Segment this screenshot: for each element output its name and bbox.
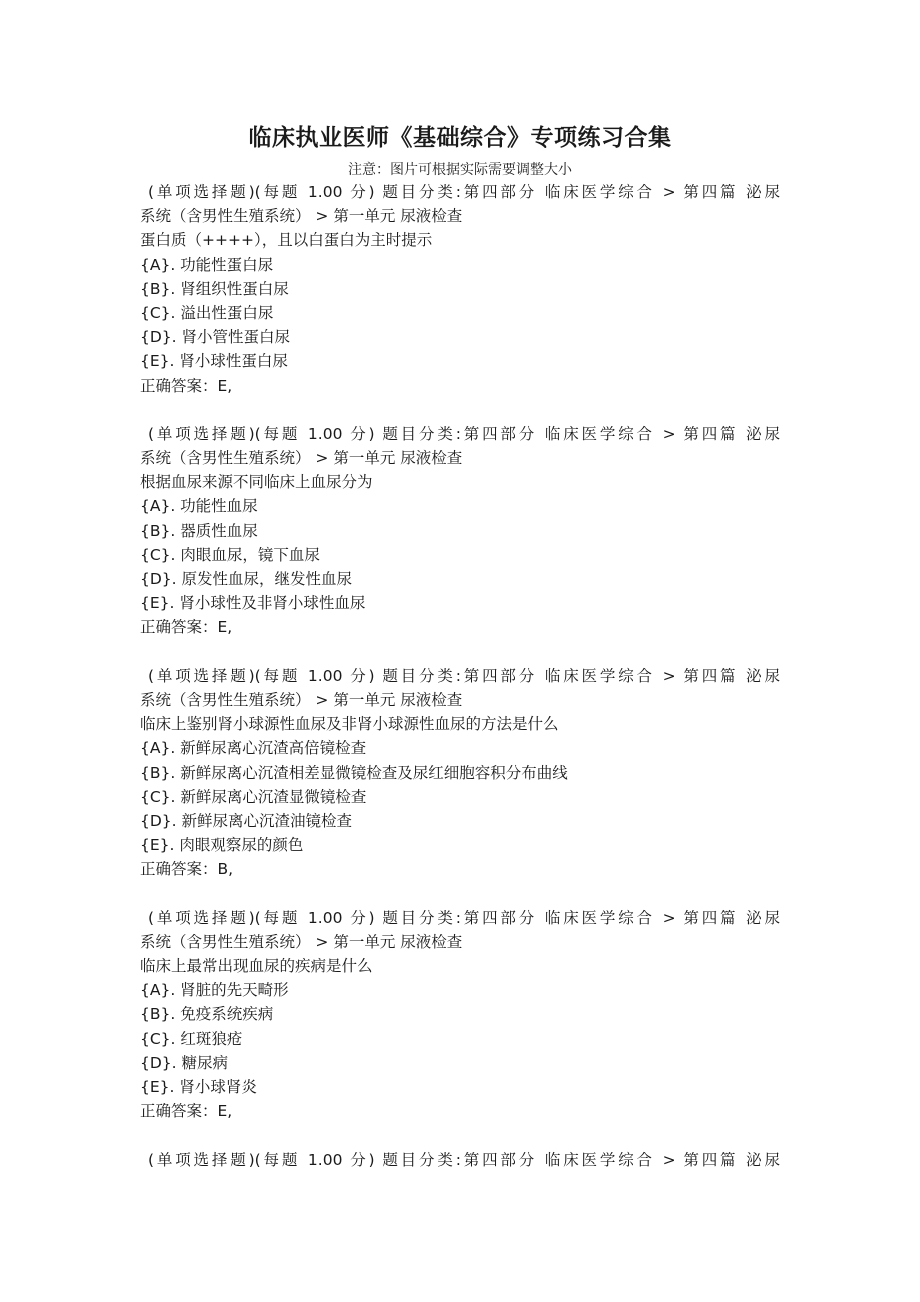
option-a: {A}. 肾脏的先天畸形 xyxy=(140,981,289,1000)
option-c: {C}. 新鲜尿离心沉渣显微镜检查 xyxy=(140,787,367,806)
question-meta-continued: 系统（含男性生殖系统） > 第一单元 尿液检查 xyxy=(140,690,463,709)
spacer xyxy=(140,640,780,664)
question-meta: (单项选择题)(每题 1.00 分) 题目分类:第四部分 临床医学综合 > 第四篇 泌尿 xyxy=(148,908,780,927)
question-stem: 根据血尿来源不同临床上血尿分为 xyxy=(140,473,373,492)
question-stem: 蛋白质（++++），且以白蛋白为主时提示 xyxy=(140,231,433,250)
question-meta-continued: 系统（含男性生殖系统） > 第一单元 尿液检查 xyxy=(140,207,463,226)
option-e: {E}. 肉眼观察尿的颜色 xyxy=(140,836,304,855)
question-stem: 临床上最常出现血尿的疾病是什么 xyxy=(140,957,373,975)
option-c: {C}. 溢出性蛋白尿 xyxy=(140,303,274,322)
question-meta: (单项选择题)(每题 1.00 分) 题目分类:第四部分 临床医学综合 > 第四篇 泌尿 xyxy=(148,666,780,685)
option-c: {C}. 肉眼血尿，镜下血尿 xyxy=(140,545,320,564)
question-block xyxy=(140,664,780,906)
option-d: {D}. 糖尿病 xyxy=(140,1053,229,1072)
option-d: {D}. 新鲜尿离心沉渣油镜检查 xyxy=(140,811,353,830)
option-d: {D}. 肾小管性蛋白尿 xyxy=(140,328,291,347)
option-a: {A}. 功能性血尿 xyxy=(140,497,258,516)
option-e: {E}. 肾小球性蛋白尿 xyxy=(140,352,288,371)
question-meta: (单项选择题)(每题 1.00 分) 题目分类:第四部分 临床医学综合 > 第四篇 泌尿 xyxy=(148,424,780,443)
correct-answer: 正确答案：B, xyxy=(140,860,234,879)
option-e: {E}. 肾小球肾炎 xyxy=(140,1077,257,1096)
question-block xyxy=(140,1148,780,1172)
correct-answer: 正确答案：E, xyxy=(140,1102,233,1121)
option-b: {B}. 免疫系统疾病 xyxy=(140,1005,274,1024)
spacer xyxy=(140,1123,780,1147)
question-block xyxy=(140,906,780,1148)
page-note: 注意：图片可根据实际需要调整大小 xyxy=(348,162,572,178)
question-stem: 临床上鉴别肾小球源性血尿及非肾小球源性血尿的方法是什么 xyxy=(140,715,559,734)
correct-answer: 正确答案：E, xyxy=(140,376,233,395)
option-a: {A}. 功能性蛋白尿 xyxy=(140,255,274,274)
option-e: {E}. 肾小球性及非肾小球性血尿 xyxy=(140,594,366,613)
option-a: {A}. 新鲜尿离心沉渣高倍镜检查 xyxy=(140,739,367,758)
page-title: 临床执业医师《基础综合》专项练习合集 xyxy=(248,125,672,151)
correct-answer: 正确答案：E, xyxy=(140,618,233,637)
spacer xyxy=(140,881,780,905)
option-b: {B}. 器质性血尿 xyxy=(140,521,258,540)
option-c: {C}. 红斑狼疮 xyxy=(140,1029,243,1048)
question-block xyxy=(140,422,780,664)
option-d: {D}. 原发性血尿，继发性血尿 xyxy=(140,570,353,588)
spacer xyxy=(140,398,780,422)
option-b: {B}. 新鲜尿离心沉渣相差显微镜检查及尿红细胞容积分布曲线 xyxy=(140,763,568,782)
question-meta-continued: 系统（含男性生殖系统） > 第一单元 尿液检查 xyxy=(140,932,463,951)
question-meta: (单项选择题)(每题 1.00 分) 题目分类:第四部分 临床医学综合 > 第四篇 泌尿 xyxy=(148,1150,780,1169)
question-meta-continued: 系统（含男性生殖系统） > 第一单元 尿液检查 xyxy=(140,449,463,468)
option-b: {B}. 肾组织性蛋白尿 xyxy=(140,279,289,298)
question-meta: (单项选择题)(每题 1.00 分) 题目分类:第四部分 临床医学综合 > 第四篇 泌尿 xyxy=(148,183,780,201)
question-block xyxy=(140,180,780,422)
